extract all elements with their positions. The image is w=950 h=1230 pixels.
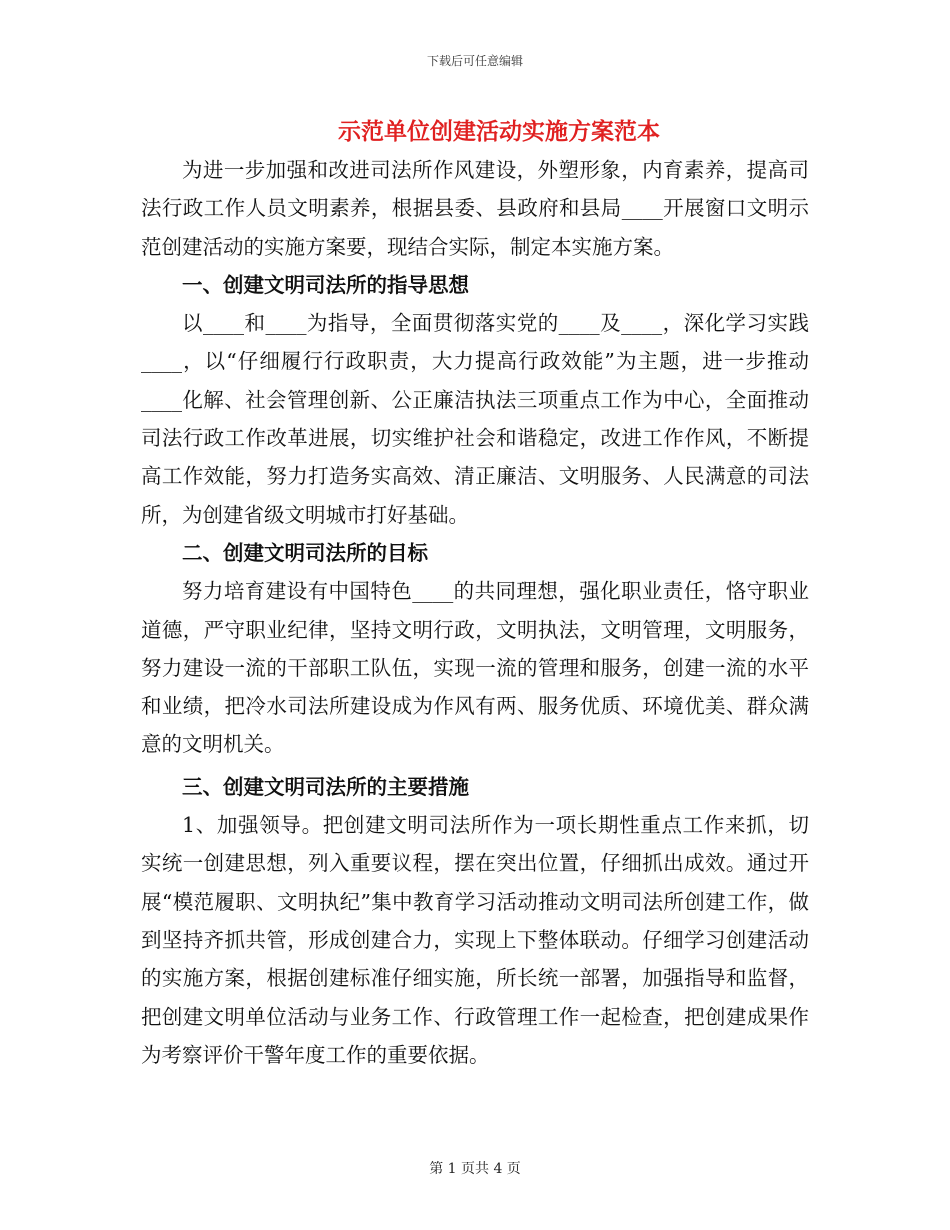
section-paragraph: 以____和____为指导，全面贯彻落实党的____及____，深化学习实践____，以“仔细履行行政职责，大力提高行政效能”为主题，进一步推动____化解、社会管理创新、公正廉洁执法三项重点工作为中心，全面推动司法行政工作改革进展，切实维护社会和谐稳定，改进工作作风，不断提高工作效能，努力打造务实高效、清正廉洁、文明服务、人民满意的司法所，为创建省级文明城市打好基础。 xyxy=(141,311,809,527)
page-header-note: 下载后可任意编辑 xyxy=(426,54,523,68)
document-body xyxy=(141,151,809,1074)
section-heading-measures: 三、创建文明司法所的主要措施 xyxy=(182,774,469,799)
section-heading-goals: 二、创建文明司法所的目标 xyxy=(182,540,428,565)
page-number-footer: 第 1 页共 4 页 xyxy=(429,1161,521,1177)
section-heading-guiding-ideology: 一、创建文明司法所的指导思想 xyxy=(182,272,469,297)
section-paragraph: 1、加强领导。把创建文明司法所作为一项长期性重点工作来抓，切实统一创建思想，列入重要议程，摆在突出位置，仔细抓出成效。通过开展“模范履职、文明执纪”集中教育学习活动推动文明司法所创建工作，做到坚持齐抓共管，形成创建合力，实现上下整体联动。仔细学习创建活动的实施方案，根据创建标准仔细实施，所长统一部署，加强指导和监督，把创建文明单位活动与业务工作、行政管理工作一起检查，把创建成果作为考察评价干警年度工作的重要依据。 xyxy=(141,813,809,1067)
section-paragraph: 努力培育建设有中国特色____的共同理想，强化职业责任，恪守职业道德，严守职业纪律，坚持文明行政，文明执法，文明管理，文明服务，努力建设一流的干部职工队伍，实现一流的管理和服务，创建一流的水平和业绩，把冷水司法所建设成为作风有两、服务优质、环境优美、群众满意的文明机关。 xyxy=(141,579,809,757)
document-title: 示范单位创建活动实施方案范本 xyxy=(338,118,660,145)
intro-paragraph: 为进一步加强和改进司法所作风建设，外塑形象，内育素养，提高司法行政工作人员文明素养，根据县委、县政府和县局____开展窗口文明示范创建活动的实施方案要，现结合实际，制定本实施方案。 xyxy=(141,158,809,259)
